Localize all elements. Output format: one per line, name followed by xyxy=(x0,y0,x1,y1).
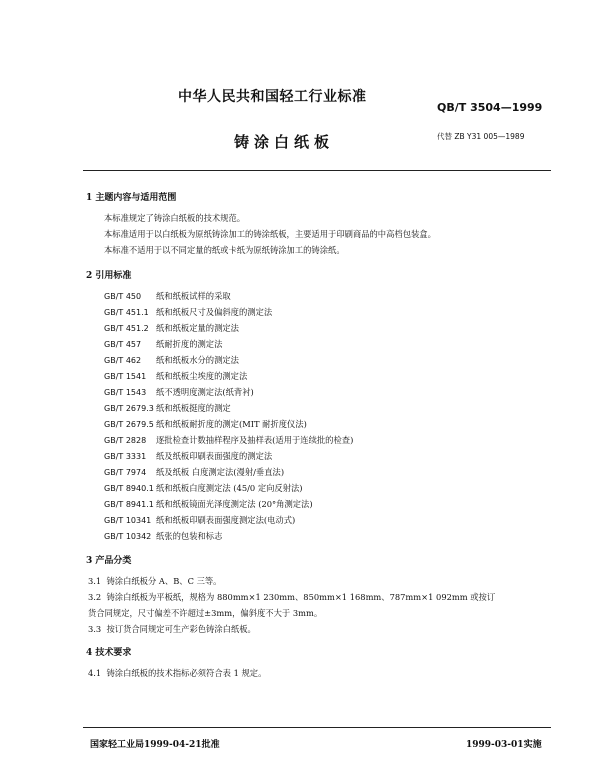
section-1-para-2: 本标准适用于以白纸板为原纸铸涂加工的铸涂纸板，主要适用于印刷商品的中高档包装盒。 xyxy=(104,229,436,239)
reference-code: GB/T 8941.1 xyxy=(104,500,154,509)
clause-number: 3.2 xyxy=(88,592,102,602)
reference-item xyxy=(104,402,231,414)
reference-name: 纸耐折度的测定法 xyxy=(156,339,223,349)
reference-item xyxy=(104,354,239,366)
reference-name: 纸和纸板试样的采取 xyxy=(156,291,231,301)
clause-number: 3.3 xyxy=(88,624,102,634)
reference-item xyxy=(104,482,303,494)
reference-code: GB/T 1541 xyxy=(104,372,147,381)
header-rule xyxy=(83,170,551,171)
clause-text: 铸涂白纸板分 A、B、C 三等。 xyxy=(106,576,222,586)
reference-item xyxy=(104,530,222,542)
reference-code: GB/T 2679.5 xyxy=(104,420,154,429)
reference-code: GB/T 3331 xyxy=(104,452,147,461)
reference-code: GB/T 10342 xyxy=(104,532,152,541)
reference-code: GB/T 10341 xyxy=(104,516,152,525)
replaces-note: 代替 ZB Y31 005—1989 xyxy=(437,132,525,141)
reference-code: GB/T 457 xyxy=(104,340,142,349)
effective-date: 1999-03-01实施 xyxy=(466,740,542,750)
reference-item xyxy=(104,322,239,334)
reference-item xyxy=(104,418,307,430)
reference-code: GB/T 450 xyxy=(104,292,142,301)
clause-text: 铸涂白纸板的技术指标必须符合表 1 规定。 xyxy=(106,668,267,678)
clause-number: 4.1 xyxy=(88,668,102,678)
reference-name: 纸及纸板 白度测定法(漫射/垂直法) xyxy=(156,467,285,477)
reference-item xyxy=(104,306,272,318)
reference-name: 纸和纸板定量的测定法 xyxy=(156,323,239,333)
clause-3-3 xyxy=(88,623,256,635)
reference-item xyxy=(104,386,254,398)
reference-name: 纸和纸板印刷表面强度测定法(电动式) xyxy=(156,515,296,525)
reference-name: 纸和纸板白度测定法 (45/0 定向反射法) xyxy=(156,483,303,493)
reference-name: 纸和纸板镜面光泽度测定法 (20°角测定法) xyxy=(156,499,313,509)
clause-number: 3.1 xyxy=(88,576,102,586)
clause-3-1 xyxy=(88,575,221,587)
section-2-heading: 2 引用标准 xyxy=(86,271,132,281)
reference-name: 纸和纸板耐折度的测定(MIT 耐折度仪法) xyxy=(156,419,307,429)
reference-item xyxy=(104,498,313,510)
reference-code: GB/T 1543 xyxy=(104,388,147,397)
section-3-heading: 3 产品分类 xyxy=(86,556,132,566)
section-1-heading: 1 主题内容与适用范围 xyxy=(86,193,177,203)
reference-name: 纸和纸板挺度的测定 xyxy=(156,403,231,413)
clause-4-1 xyxy=(88,667,266,679)
reference-item xyxy=(104,338,222,350)
footer-rule xyxy=(83,727,551,728)
reference-name: 逐批检查计数抽样程序及抽样表(适用于连续批的检查) xyxy=(156,435,354,445)
reference-code: GB/T 451.2 xyxy=(104,324,149,333)
reference-item xyxy=(104,370,247,382)
reference-item xyxy=(104,466,284,478)
issuing-organization: 中华人民共和国轻工行业标准 xyxy=(178,89,367,105)
standard-number: QB/T 3504—1999 xyxy=(437,101,543,114)
reference-name: 纸和纸板尺寸及偏斜度的测定法 xyxy=(156,307,273,317)
reference-item xyxy=(104,514,295,526)
reference-item xyxy=(104,450,272,462)
document-title: 铸涂白纸板 xyxy=(234,133,335,151)
section-4-heading: 4 技术要求 xyxy=(86,648,132,658)
reference-item xyxy=(104,290,231,302)
reference-code: GB/T 7974 xyxy=(104,468,147,477)
clause-3-2-continued: 货合同规定，尺寸偏差不许超过±3mm，偏斜度不大于 3mm。 xyxy=(88,608,323,618)
section-1-para-3: 本标准不适用于以不同定量的纸或卡纸为原纸铸涂加工的铸涂纸。 xyxy=(104,245,345,255)
approval-line: 国家轻工业局1999-04-21批准 xyxy=(90,740,220,750)
section-1-para-1: 本标准规定了铸涂白纸板的技术规范。 xyxy=(104,213,246,223)
reference-name: 纸和纸板尘埃度的测定法 xyxy=(156,371,248,381)
reference-name: 纸及纸板印刷表面强度的测定法 xyxy=(156,451,273,461)
reference-code: GB/T 2828 xyxy=(104,436,147,445)
clause-text: 铸涂白纸板为平板纸，规格为 880mm×1 230mm、850mm×1 168mm、787mm×1 092mm 或按订 xyxy=(106,592,496,602)
reference-code: GB/T 2679.3 xyxy=(104,404,154,413)
reference-code: GB/T 451.1 xyxy=(104,308,149,317)
reference-name: 纸张的包装和标志 xyxy=(156,531,223,541)
clause-text: 按订货合同规定可生产彩色铸涂白纸板。 xyxy=(106,624,256,634)
clause-3-2 xyxy=(88,591,495,603)
reference-name: 纸和纸板水分的测定法 xyxy=(156,355,239,365)
reference-code: GB/T 462 xyxy=(104,356,142,365)
reference-name: 纸不透明度测定法(纸背衬) xyxy=(156,387,254,397)
reference-item xyxy=(104,434,353,446)
reference-code: GB/T 8940.1 xyxy=(104,484,154,493)
